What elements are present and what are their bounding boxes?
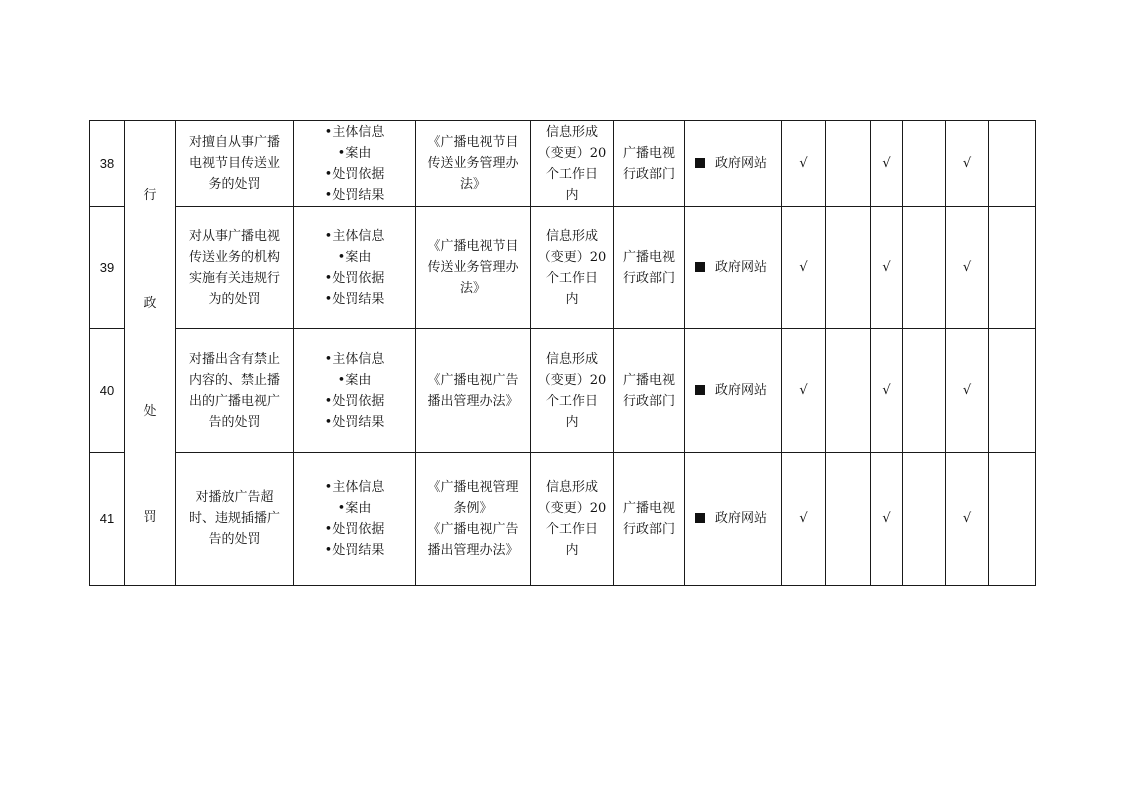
cell-line: 个工作日	[545, 521, 598, 537]
cell-line: •主体信息	[324, 124, 385, 140]
cell-line: 《广播电视节目	[427, 239, 519, 255]
cell-line: 《广播电视管理	[427, 479, 519, 495]
item-name-cell	[176, 452, 294, 585]
timing-cell	[531, 207, 614, 329]
basis-cell	[416, 121, 531, 207]
cell-line: •主体信息	[324, 228, 385, 244]
category-cell	[125, 121, 176, 586]
basis-cell	[416, 207, 531, 329]
cell-line: 广播电视	[622, 145, 675, 161]
filled-square-icon	[695, 158, 705, 168]
cell-line: 实施有关违规行	[188, 270, 280, 286]
content-cell	[294, 121, 416, 207]
check-cell	[989, 452, 1036, 585]
cell-line: 对从事广播电视	[188, 228, 280, 244]
cell-line: •处罚依据	[324, 166, 385, 182]
cell-line: •案由	[337, 145, 372, 161]
cell-line: 内	[565, 187, 579, 203]
item-name-cell	[176, 329, 294, 452]
cell-line: •案由	[337, 249, 372, 265]
cell-line: 对播放广告超	[195, 490, 274, 506]
timing-cell	[531, 121, 614, 207]
check-cell: √	[782, 121, 826, 207]
timing-cell	[531, 452, 614, 585]
basis-cell	[416, 329, 531, 452]
subject-cell	[614, 329, 685, 452]
cell-line: 信息形成	[545, 351, 598, 367]
cell-line: 个工作日	[545, 270, 598, 286]
channel-label: 政府网站	[715, 383, 768, 399]
item-name-cell	[176, 207, 294, 329]
row-number: 40	[90, 329, 125, 452]
cell-line: 内	[565, 291, 579, 307]
cell-line: 行政部门	[622, 393, 675, 409]
category-char: 罚	[143, 510, 157, 525]
table-row	[90, 207, 1036, 329]
check-cell: √	[946, 207, 989, 329]
cell-line: 传送业务管理办	[427, 156, 519, 172]
cell-line: 《广播电视广告	[427, 372, 519, 388]
cell-line: 信息形成	[545, 479, 598, 495]
check-cell	[989, 329, 1036, 452]
check-cell: √	[782, 329, 826, 452]
filled-square-icon	[695, 385, 705, 395]
check-cell: √	[782, 207, 826, 329]
channel-cell	[685, 329, 782, 452]
content-cell	[294, 329, 416, 452]
table-row	[90, 452, 1036, 585]
cell-line: 为的处罚	[208, 291, 261, 307]
check-cell: √	[871, 121, 903, 207]
cell-line: 内容的、禁止播	[188, 372, 280, 388]
cell-line: •处罚结果	[324, 414, 385, 430]
cell-line: 条例》	[453, 500, 493, 516]
cell-line: （变更）20	[537, 372, 607, 388]
check-cell: √	[871, 329, 903, 452]
cell-line: （变更）20	[537, 145, 607, 161]
content-cell	[294, 207, 416, 329]
cell-line: 广播电视	[622, 372, 675, 388]
cell-line: 播出管理办法》	[427, 542, 519, 558]
filled-square-icon	[695, 513, 705, 523]
basis-cell	[416, 452, 531, 585]
cell-line: •处罚结果	[324, 187, 385, 203]
check-cell: √	[871, 452, 903, 585]
cell-line: •主体信息	[324, 351, 385, 367]
check-cell	[903, 329, 946, 452]
check-cell	[826, 207, 871, 329]
check-cell	[903, 121, 946, 207]
subject-cell	[614, 207, 685, 329]
cell-line: 出的广播电视广	[188, 393, 280, 409]
category-char: 处	[143, 404, 157, 419]
check-cell	[989, 207, 1036, 329]
cell-line: 时、违规插播广	[188, 511, 280, 527]
cell-line: 个工作日	[545, 393, 598, 409]
check-cell	[826, 452, 871, 585]
cell-line: 对播出含有禁止	[188, 351, 280, 367]
table-row	[90, 121, 1036, 207]
subject-cell	[614, 452, 685, 585]
cell-line: 内	[565, 414, 579, 430]
check-cell: √	[946, 452, 989, 585]
filled-square-icon	[695, 262, 705, 272]
cell-line: 广播电视	[622, 249, 675, 265]
row-number: 38	[90, 121, 125, 207]
cell-line: •处罚依据	[324, 393, 385, 409]
cell-line: 告的处罚	[208, 414, 261, 430]
channel-cell	[685, 121, 782, 207]
timing-cell	[531, 329, 614, 452]
cell-line: 传送业务管理办	[427, 260, 519, 276]
cell-line: 法》	[459, 177, 486, 193]
cell-line: 广播电视	[622, 500, 675, 516]
check-cell: √	[871, 207, 903, 329]
cell-line: 告的处罚	[208, 532, 261, 548]
cell-line: 法》	[459, 281, 486, 297]
cell-line: 行政部门	[622, 521, 675, 537]
check-cell: √	[946, 329, 989, 452]
check-cell	[826, 121, 871, 207]
category-char: 政	[143, 296, 157, 311]
check-cell	[826, 329, 871, 452]
check-cell	[989, 121, 1036, 207]
cell-line: 《广播电视广告	[427, 521, 519, 537]
subject-cell	[614, 121, 685, 207]
channel-cell	[685, 207, 782, 329]
cell-line: 播出管理办法》	[427, 393, 519, 409]
cell-line: •处罚结果	[324, 291, 385, 307]
item-name-cell	[176, 121, 294, 207]
disclosure-table	[89, 120, 1036, 586]
cell-line: •处罚结果	[324, 542, 385, 558]
check-cell: √	[782, 452, 826, 585]
cell-line: •案由	[337, 372, 372, 388]
content-cell	[294, 452, 416, 585]
cell-line: 务的处罚	[208, 177, 261, 193]
check-cell	[903, 452, 946, 585]
cell-line: 传送业务的机构	[188, 249, 280, 265]
cell-line: 对擅自从事广播	[188, 135, 280, 151]
row-number: 41	[90, 452, 125, 585]
cell-line: 信息形成	[545, 124, 598, 140]
cell-line: （变更）20	[537, 249, 607, 265]
channel-label: 政府网站	[715, 511, 768, 527]
channel-label: 政府网站	[715, 260, 768, 276]
row-number: 39	[90, 207, 125, 329]
check-cell	[903, 207, 946, 329]
cell-line: （变更）20	[537, 500, 607, 516]
cell-line: •主体信息	[324, 479, 385, 495]
cell-line: 个工作日	[545, 166, 598, 182]
cell-line: 信息形成	[545, 228, 598, 244]
cell-line: 电视节目传送业	[188, 156, 280, 172]
channel-cell	[685, 452, 782, 585]
category-char: 行	[143, 188, 157, 203]
cell-line: •处罚依据	[324, 521, 385, 537]
cell-line: •案由	[337, 500, 372, 516]
cell-line: 《广播电视节目	[427, 135, 519, 151]
cell-line: 内	[565, 542, 579, 558]
cell-line: 行政部门	[622, 270, 675, 286]
cell-line: 行政部门	[622, 166, 675, 182]
check-cell: √	[946, 121, 989, 207]
cell-line: •处罚依据	[324, 270, 385, 286]
table-row	[90, 329, 1036, 452]
channel-label: 政府网站	[715, 156, 768, 172]
